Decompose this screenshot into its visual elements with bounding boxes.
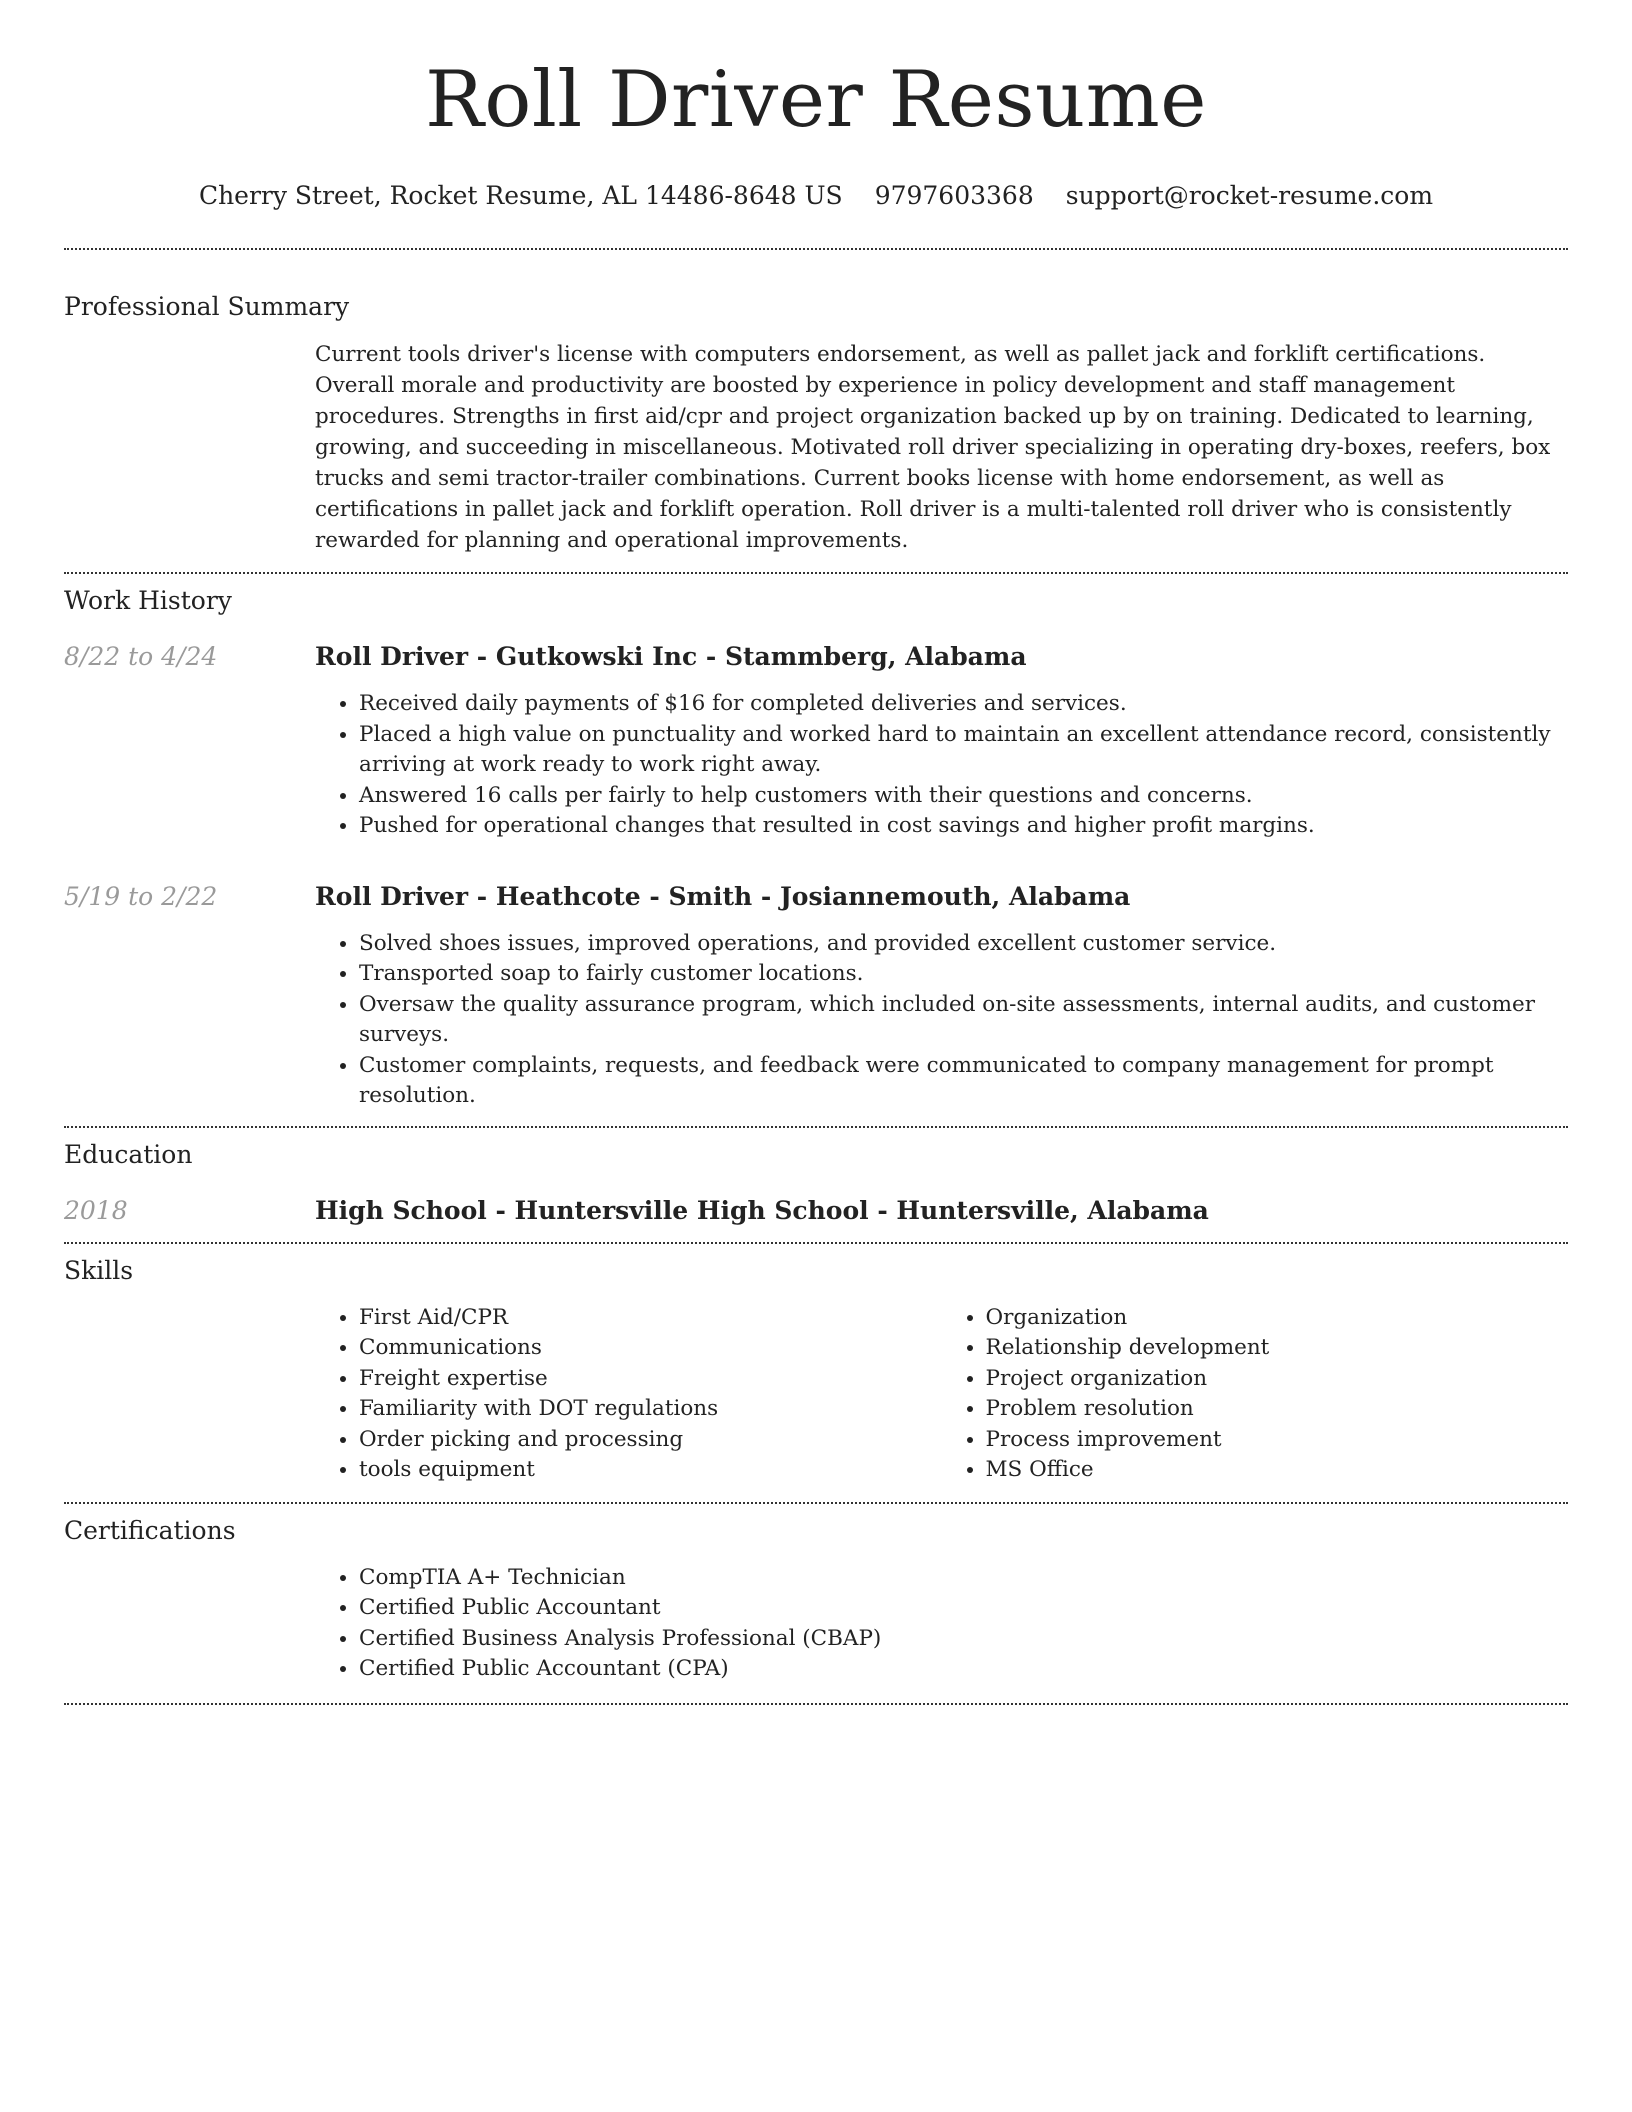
skills-list-right — [942, 1303, 1569, 1486]
skill-item: • Process improvement — [986, 1425, 1569, 1456]
job-bullet: • Placed a high value on punctuality and worked hard to maintain an excellent attendance record, consistently arriving at work ready to work right away. — [359, 720, 1568, 781]
job-bullet: • Received daily payments of $16 for completed deliveries and services. — [359, 689, 1568, 720]
education-year: 2018 — [64, 1195, 128, 1225]
skill-item: • Freight expertise — [359, 1364, 942, 1395]
skill-item: • Relationship development — [986, 1333, 1569, 1364]
skills-section — [64, 1244, 1568, 1486]
skill-item: • Organization — [986, 1303, 1569, 1334]
skill-item: • tools equipment — [359, 1455, 942, 1486]
job-title: Roll Driver - Gutkowski Inc - Stammberg, Alabama — [315, 642, 1027, 671]
certifications-list — [315, 1563, 1568, 1685]
skill-item: • Problem resolution — [986, 1394, 1569, 1425]
job-entry — [64, 880, 1568, 1112]
summary-section — [64, 250, 1568, 556]
certification-item: • Certified Public Accountant — [359, 1593, 1568, 1624]
education-heading: Education — [64, 1139, 193, 1169]
section-divider — [64, 1703, 1568, 1705]
contact-email: support@rocket-resume.com — [1065, 181, 1434, 210]
job-bullets — [315, 689, 1568, 842]
job-bullet: • Solved shoes issues, improved operations, and provided excellent customer service. — [359, 929, 1568, 960]
work-history-section — [64, 574, 1568, 1112]
certifications-heading: Certifications — [64, 1515, 236, 1545]
work-history-heading: Work History — [64, 586, 232, 615]
skill-item: • Order picking and processing — [359, 1425, 942, 1456]
contact-address: Cherry Street, Rocket Resume, AL 14486-8648 US — [198, 181, 843, 210]
certification-item: • CompTIA A+ Technician — [359, 1563, 1568, 1594]
skill-item: • MS Office — [986, 1455, 1569, 1486]
resume-title: Roll Driver Resume — [425, 55, 1207, 145]
resume-header — [64, 0, 1568, 214]
skills-list-left — [315, 1303, 942, 1486]
education-entry — [64, 1194, 1568, 1228]
contact-phone: 9797603368 — [874, 181, 1034, 210]
job-bullet: • Customer complaints, requests, and feedback were communicated to company management for prompt resolution. — [359, 1051, 1568, 1112]
job-entry — [64, 640, 1568, 842]
summary-heading: Professional Summary — [64, 292, 350, 321]
job-dates: 5/19 to 2/22 — [64, 881, 218, 911]
job-bullet: • Answered 16 calls per fairly to help customers with their questions and concerns. — [359, 781, 1568, 812]
certification-item: • Certified Public Accountant (CPA) — [359, 1654, 1568, 1685]
job-title: Roll Driver - Heathcote - Smith - Josiannemouth, Alabama — [315, 881, 1131, 911]
job-bullet: • Oversaw the quality assurance program, which included on-site assessments, internal audits, and customer surveys. — [359, 990, 1568, 1051]
job-bullet: • Transported soap to fairly customer locations. — [359, 959, 1568, 990]
contact-line — [64, 178, 1568, 214]
skill-item: • First Aid/CPR — [359, 1303, 942, 1334]
summary-text: Current tools driver's license with computers endorsement, as well as pallet jack and forklift certifications. Overall morale and productivity are boosted by experience in policy development and staff management procedures. Strengths in first aid/cpr and project organization backed up by on training. Dedicated to learning, growing, and succeeding in miscellaneous. Motivated roll driver specializing in operating dry-boxes, reefers, box trucks and semi tractor-trailer combinations. Current books license with home endorsement, as well as certifications in pallet jack and forklift operation. Roll driver is a multi-talented roll driver who is consistently rewarded for planning and operational improvements. — [315, 342, 1551, 553]
skill-item: • Project organization — [986, 1364, 1569, 1395]
job-bullets — [315, 929, 1568, 1112]
skill-item: • Communications — [359, 1333, 942, 1364]
education-section — [64, 1128, 1568, 1228]
skill-item: • Familiarity with DOT regulations — [359, 1394, 942, 1425]
skills-heading: Skills — [64, 1255, 134, 1285]
job-dates: 8/22 to 4/24 — [64, 642, 218, 671]
certifications-section — [64, 1504, 1568, 1685]
job-bullet: • Pushed for operational changes that resulted in cost savings and higher profit margins. — [359, 811, 1568, 842]
certification-item: • Certified Business Analysis Professional (CBAP) — [359, 1624, 1568, 1655]
education-school: High School - Huntersville High School - Huntersville, Alabama — [315, 1195, 1209, 1225]
